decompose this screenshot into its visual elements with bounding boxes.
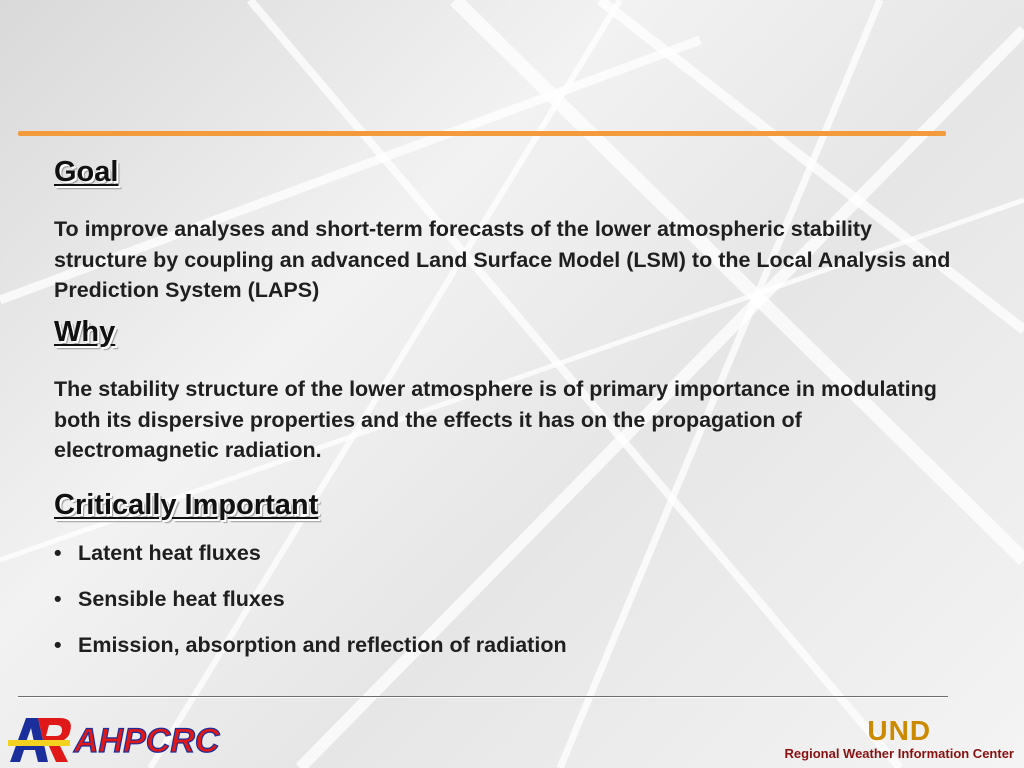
list-item	[54, 584, 567, 630]
bullet-icon: •	[54, 587, 62, 611]
list-item	[54, 538, 567, 584]
bullet-icon: •	[54, 541, 62, 565]
und-subtitle: Regional Weather Information Center	[784, 746, 1014, 761]
list-item-text: Emission, absorption and reflection of radiation	[78, 633, 567, 657]
bullet-icon: •	[54, 633, 62, 657]
list-item	[54, 630, 567, 676]
goal-heading: Goal	[54, 156, 119, 188]
list-item-text: Latent heat fluxes	[78, 541, 261, 565]
bottom-divider	[18, 696, 948, 698]
goal-text: To improve analyses and short-term forecasts of the lower atmospheric stability structure by coupling an advanced Land Surface Model (LSM) to the Local Analysis and Prediction System (LAPS)	[54, 217, 951, 302]
und-logo	[785, 716, 1014, 762]
und-title: UND	[867, 715, 932, 746]
critical-list	[54, 538, 567, 676]
ar-mark-icon	[8, 718, 71, 762]
ahpcrc-logo	[8, 710, 238, 764]
top-accent-rule	[18, 131, 946, 136]
list-item-text: Sensible heat fluxes	[78, 587, 285, 611]
ahpcrc-logo-text: AHPCRC	[74, 722, 220, 760]
why-heading: Why	[54, 316, 116, 348]
why-text: The stability structure of the lower atmosphere is of primary importance in modulating both its dispersive properties and the effects it has on the propagation of electromagnetic radiation.	[54, 377, 937, 462]
critically-important-heading: Critically Important	[54, 489, 319, 521]
